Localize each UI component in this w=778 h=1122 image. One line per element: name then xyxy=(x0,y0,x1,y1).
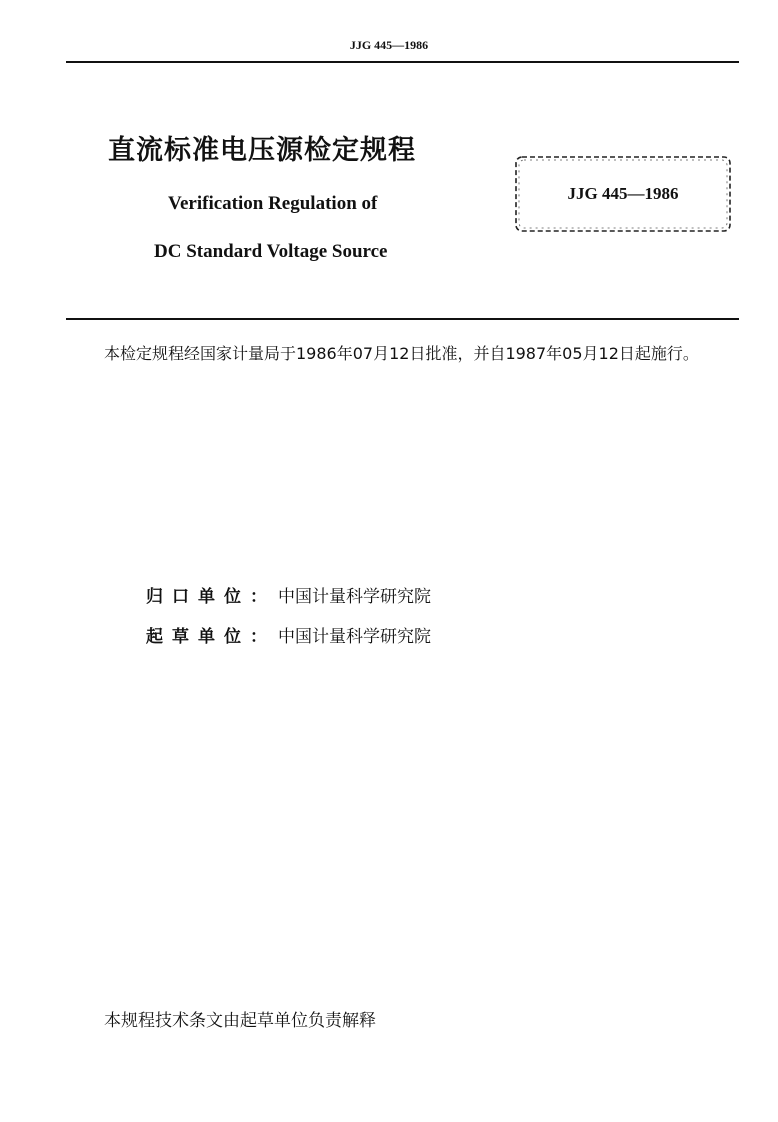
organization-row-responsible xyxy=(146,582,431,606)
organization-value: 中国计量科学研究院 xyxy=(278,626,431,647)
organization-row-drafting xyxy=(146,622,431,646)
running-header: JJG 445—1986 xyxy=(349,38,429,52)
regulation-code: JJG 445—1986 xyxy=(567,184,679,203)
interpretation-note: 本规程技术条文由起草单位负责解释 xyxy=(104,1011,376,1031)
regulation-code-box xyxy=(512,153,734,235)
organization-label: 归口单位： xyxy=(146,586,276,607)
title-chinese: 直流标准电压源检定规程 xyxy=(108,135,416,166)
organization-label: 起草单位： xyxy=(146,626,276,647)
header-rule xyxy=(66,61,739,63)
section-rule xyxy=(66,318,739,320)
approval-statement: 本检定规程经国家计量局于1986年07月12日批准，并自1987年05月12日起施行。 xyxy=(104,344,699,363)
organization-value: 中国计量科学研究院 xyxy=(278,586,431,607)
title-english-line-1: Verification Regulation of xyxy=(168,193,378,214)
title-english-line-2: DC Standard Voltage Source xyxy=(154,241,388,262)
